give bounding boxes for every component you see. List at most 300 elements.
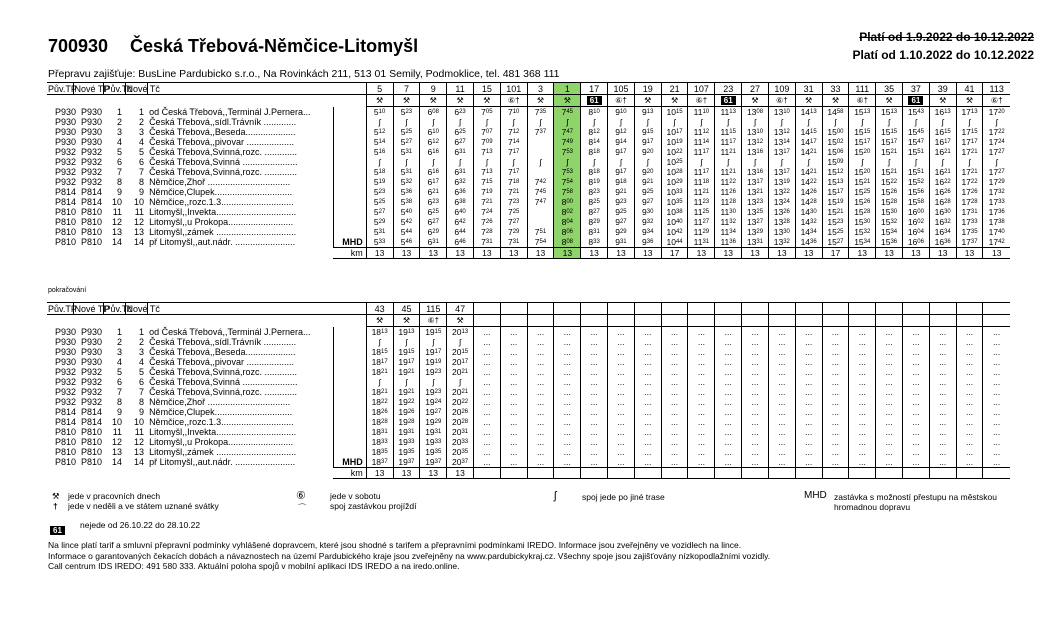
time-cell: $15^{25}$ (822, 227, 849, 237)
time-cell: $17^{15}$ (956, 127, 983, 137)
empty-cell: ... (742, 397, 769, 407)
empty-cell: ... (581, 437, 608, 447)
time-cell: $5^{23}$ (393, 107, 420, 118)
column-header: Nové TP (74, 303, 110, 314)
time-cell: ʃ (420, 377, 447, 387)
empty-cell: ... (795, 327, 822, 338)
empty-cell: ... (822, 417, 849, 427)
empty-cell: ... (608, 407, 635, 417)
empty-cell: ... (742, 367, 769, 377)
time-cell: ʃ (473, 157, 500, 167)
time-cell: $9^{20}$ (634, 167, 661, 177)
new-tc: 2 (139, 117, 145, 127)
time-cell: $5^{32}$ (393, 177, 420, 187)
empty-cell: ... (929, 377, 956, 387)
empty-cell: ... (688, 457, 715, 468)
empty-cell: ... (688, 327, 715, 338)
empty-cell: ... (608, 357, 635, 367)
empty-cell: ... (500, 397, 527, 407)
time-cell: $19^{17}$ (420, 347, 447, 357)
time-cell: $14^{30}$ (795, 207, 822, 217)
time-cell: ʃ (956, 157, 983, 167)
orig-tp: P932 (55, 157, 77, 167)
stop-row (47, 177, 1010, 187)
empty-mark (742, 315, 769, 327)
empty-cell: ... (742, 357, 769, 367)
km-value: 13 (956, 248, 983, 259)
empty-header (608, 303, 635, 315)
empty-km (822, 468, 849, 479)
time-cell: $10^{42}$ (661, 227, 688, 237)
stop-row (47, 457, 1010, 468)
stop-name: př Litomyšl,,aut.nádr. ........................ (147, 237, 333, 248)
time-cell: $9^{34}$ (634, 227, 661, 237)
stop-row (47, 157, 1010, 167)
trip-mark: ⑥† (983, 95, 1010, 107)
time-cell: $7^{13}$ (473, 167, 500, 177)
time-cell: $11^{32}$ (715, 217, 742, 227)
time-cell: ʃ (473, 117, 500, 127)
stop-row (47, 347, 1010, 357)
empty-cell: ... (715, 377, 742, 387)
time-cell: $10^{38}$ (661, 207, 688, 217)
stop-name: Litomyšl,,zámek ................................ (147, 227, 333, 237)
empty-cell: ... (983, 377, 1010, 387)
new-tc: 10 (134, 197, 145, 207)
empty-mark (902, 315, 929, 327)
time-cell: $8^{12}$ (581, 127, 608, 137)
empty-cell: ... (956, 437, 983, 447)
orig-tp: P814 (55, 417, 77, 427)
trip-number: 31 (795, 83, 822, 95)
time-cell: $11^{21}$ (715, 167, 742, 177)
empty-cell: ... (554, 347, 581, 357)
time-cell: $18^{17}$ (366, 357, 393, 367)
new-tp: P932 (81, 177, 103, 187)
trip-mark: 61 (902, 95, 929, 107)
orig-tc: 6 (117, 157, 123, 167)
time-cell: $11^{18}$ (688, 177, 715, 187)
empty-cell: ... (527, 407, 554, 417)
marks-spacer (47, 315, 366, 327)
time-cell: $11^{17}$ (715, 137, 742, 147)
empty-cell: ... (876, 447, 903, 457)
empty-cell: ... (581, 367, 608, 377)
time-cell: $6^{36}$ (447, 187, 474, 197)
km-value: 13 (473, 248, 500, 259)
note-code-badge: 61 (50, 520, 65, 538)
empty-cell: ... (956, 367, 983, 377)
empty-cell: ... (688, 337, 715, 347)
empty-cell: ... (956, 457, 983, 468)
new-tc: 9 (139, 407, 145, 417)
time-cell: $19^{21}$ (393, 367, 420, 377)
time-cell: $11^{15}$ (715, 127, 742, 137)
time-cell: $17^{42}$ (983, 237, 1010, 248)
empty-cell: ... (500, 377, 527, 387)
time-cell: $13^{17}$ (742, 177, 769, 187)
empty-cell: ... (742, 417, 769, 427)
stop-name: Česká Třebová,Svinná,rozc. ............. (147, 367, 333, 377)
time-cell: $7^{23}$ (500, 197, 527, 207)
time-cell: $8^{06}$ (554, 227, 581, 237)
empty-cell: ... (500, 357, 527, 367)
time-cell: $7^{14}$ (500, 137, 527, 147)
orig-tc: 9 (117, 407, 123, 417)
empty-cell: ... (473, 457, 500, 468)
empty-cell: ... (473, 417, 500, 427)
time-cell: $11^{10}$ (688, 107, 715, 118)
time-cell: $17^{21}$ (956, 167, 983, 177)
empty-cell: ... (688, 427, 715, 437)
empty-km (795, 468, 822, 479)
empty-cell: ... (929, 417, 956, 427)
empty-km (929, 468, 956, 479)
time-cell: $19^{35}$ (393, 447, 420, 457)
time-cell: $16^{32}$ (929, 217, 956, 227)
time-cell: $17^{31}$ (956, 207, 983, 217)
time-cell: $18^{13}$ (366, 327, 393, 338)
empty-header (688, 303, 715, 315)
empty-cell: ... (688, 417, 715, 427)
time-cell: $9^{25}$ (634, 187, 661, 197)
empty-mark (473, 315, 500, 327)
time-cell: $15^{13}$ (849, 107, 876, 118)
empty-cell: ... (500, 417, 527, 427)
time-cell: ʃ (527, 157, 554, 167)
empty-cell: ... (473, 447, 500, 457)
time-cell: $15^{17}$ (822, 187, 849, 197)
time-cell: $13^{16}$ (742, 147, 769, 157)
empty-km (661, 468, 688, 479)
time-cell: $9^{15}$ (634, 127, 661, 137)
time-cell: $19^{27}$ (420, 407, 447, 417)
empty-header (661, 303, 688, 315)
empty-mark (795, 315, 822, 327)
new-tp: P814 (81, 187, 103, 197)
empty-cell: ... (581, 327, 608, 338)
stop-row (47, 217, 1010, 227)
time-cell: $15^{23}$ (822, 217, 849, 227)
time-cell: $11^{28}$ (715, 197, 742, 207)
time-cell: $6^{31}$ (420, 237, 447, 248)
orig-tp: P930 (55, 127, 77, 137)
empty-cell: ... (688, 367, 715, 377)
time-cell: ʃ (447, 117, 474, 127)
time-cell: $8^{27}$ (581, 207, 608, 217)
time-cell: $11^{31}$ (688, 237, 715, 248)
stop-row (47, 337, 1010, 347)
empty-cell: ... (768, 417, 795, 427)
empty-cell: ... (956, 447, 983, 457)
time-cell: $7^{09}$ (473, 137, 500, 147)
empty-cell: ... (473, 427, 500, 437)
empty-cell: ... (768, 457, 795, 468)
time-cell: $8^{00}$ (554, 197, 581, 207)
time-cell: $14^{17}$ (795, 137, 822, 147)
km-value: 13 (420, 468, 447, 479)
empty-mark (608, 315, 635, 327)
empty-cell: ... (768, 357, 795, 367)
km-value: 13 (420, 248, 447, 259)
new-tp: P932 (81, 147, 103, 157)
time-cell: $7^{31}$ (473, 237, 500, 248)
empty-cell: ... (608, 367, 635, 377)
stop-flag (333, 137, 366, 147)
empty-cell: ... (795, 427, 822, 437)
time-cell: $9^{31}$ (608, 237, 635, 248)
time-cell: $15^{25}$ (849, 187, 876, 197)
time-cell: $17^{27}$ (983, 147, 1010, 157)
time-cell: $17^{21}$ (956, 147, 983, 157)
column-header: Pův.Tč (104, 303, 132, 314)
empty-header (849, 303, 876, 315)
empty-cell: ... (581, 337, 608, 347)
header-spacer (147, 303, 366, 315)
legend-pass-text: spoj zastávkou projíždí (330, 501, 417, 511)
empty-cell: ... (581, 377, 608, 387)
empty-cell: ... (500, 427, 527, 437)
time-cell: $20^{22}$ (447, 397, 474, 407)
time-cell: $8^{10}$ (581, 107, 608, 118)
empty-mark (768, 315, 795, 327)
trip-mark: ⚒ (876, 95, 903, 107)
time-cell: $5^{42}$ (393, 217, 420, 227)
time-cell: $15^{21}$ (876, 147, 903, 157)
time-cell: ʃ (500, 117, 527, 127)
time-cell: $18^{26}$ (366, 407, 393, 417)
empty-cell: ... (634, 437, 661, 447)
stop-flag (333, 147, 366, 157)
time-cell: $13^{12}$ (768, 127, 795, 137)
stop-name: Němčice,,rozc.1.3............................. (147, 417, 333, 427)
empty-km (849, 468, 876, 479)
empty-cell: ... (795, 337, 822, 347)
empty-cell: ... (849, 417, 876, 427)
footer-line-1: Na lince platí tarif a smluvní přepravní podmínky vyhlášené dopravcem, které jsou shodné s tarifem a přepravními podmínkami IREDO. Informace jsou zveřejněny ve vozidlech na lince. (48, 540, 742, 550)
orig-tc: 6 (117, 377, 123, 387)
time-cell: $11^{26}$ (715, 187, 742, 197)
time-cell: $15^{21}$ (849, 177, 876, 187)
time-cell: $6^{25}$ (420, 207, 447, 217)
time-cell: $7^{27}$ (500, 217, 527, 227)
time-cell: $7^{12}$ (500, 127, 527, 137)
time-cell: $8^{23}$ (581, 187, 608, 197)
header-row (47, 83, 1010, 95)
time-cell: ʃ (366, 157, 393, 167)
time-cell: $15^{09}$ (822, 157, 849, 167)
time-cell: $15^{32}$ (876, 217, 903, 227)
empty-cell: ... (876, 427, 903, 437)
km-value: 13 (447, 468, 474, 479)
legend-saturday-icon: ⑥ (296, 490, 306, 502)
time-cell: $18^{35}$ (366, 447, 393, 457)
stop-flag (333, 407, 366, 417)
time-cell: ʃ (608, 117, 635, 127)
empty-cell: ... (876, 387, 903, 397)
empty-cell: ... (688, 347, 715, 357)
trip-number: 7 (393, 83, 420, 95)
trip-mark: ⚒ (447, 95, 474, 107)
new-tp: P930 (81, 127, 103, 137)
time-cell: $5^{25}$ (393, 127, 420, 137)
km-value: 13 (688, 248, 715, 259)
time-cell: $13^{30}$ (768, 227, 795, 237)
time-cell: $9^{21}$ (608, 187, 635, 197)
empty-mark (554, 315, 581, 327)
empty-cell: ... (554, 397, 581, 407)
empty-header (742, 303, 769, 315)
trip-mark: ⚒ (447, 315, 474, 327)
time-cell: $14^{15}$ (795, 127, 822, 137)
time-cell: $13^{12}$ (742, 137, 769, 147)
empty-cell: ... (661, 457, 688, 468)
empty-cell: ... (742, 387, 769, 397)
time-cell: ʃ (608, 157, 635, 167)
time-cell: $8^{25}$ (581, 197, 608, 207)
stop-flag (333, 377, 366, 387)
empty-cell: ... (500, 407, 527, 417)
new-tp: P930 (81, 326, 103, 337)
empty-cell: ... (581, 407, 608, 417)
stop-name: Česká Třebová,Svinná ...................... (147, 157, 333, 167)
empty-cell: ... (876, 367, 903, 377)
km-value: 13 (715, 248, 742, 259)
time-cell: $19^{29}$ (420, 417, 447, 427)
empty-cell: ... (581, 357, 608, 367)
time-cell: $19^{22}$ (393, 397, 420, 407)
new-tp: P932 (81, 157, 103, 167)
orig-tp: P814 (55, 407, 77, 417)
km-value: 17 (661, 248, 688, 259)
time-cell: ʃ (447, 337, 474, 347)
stop-row (47, 377, 1010, 387)
stop-name: Česká Třebová,,sídl.Trávník ............. (147, 117, 333, 127)
empty-cell: ... (527, 417, 554, 427)
empty-cell: ... (527, 327, 554, 338)
empty-cell: ... (473, 337, 500, 347)
time-cell: $19^{19}$ (420, 357, 447, 367)
time-cell: ʃ (983, 157, 1010, 167)
new-tp: P930 (81, 347, 103, 357)
stop-row (47, 137, 1010, 147)
new-tp: P930 (81, 337, 103, 347)
stop-row (47, 227, 1010, 237)
orig-tp: P810 (55, 427, 77, 437)
new-tc: 14 (134, 237, 145, 248)
time-cell: $19^{35}$ (420, 447, 447, 457)
km-value: 13 (581, 248, 608, 259)
empty-header (795, 303, 822, 315)
empty-cell: ... (527, 457, 554, 468)
empty-cell: ... (849, 337, 876, 347)
time-cell: $15^{34}$ (876, 227, 903, 237)
empty-mark (956, 315, 983, 327)
time-cell: $6^{23}$ (447, 107, 474, 118)
orig-tc: 7 (117, 167, 123, 177)
trip-number: 37 (902, 83, 929, 95)
time-cell: $7^{47}$ (554, 127, 581, 137)
stop-name: Litomyšl,,Invekta................................ (147, 207, 333, 217)
empty-cell: ... (634, 397, 661, 407)
empty-cell: ... (500, 347, 527, 357)
empty-cell: ... (956, 407, 983, 417)
time-cell: $13^{25}$ (742, 207, 769, 217)
legend-route-text: spoj jede po jiné trase (582, 492, 665, 502)
empty-cell: ... (983, 447, 1010, 457)
time-cell: $6^{23}$ (420, 197, 447, 207)
empty-cell: ... (983, 427, 1010, 437)
time-cell: $17^{27}$ (983, 167, 1010, 177)
time-cell: $6^{21}$ (420, 187, 447, 197)
time-cell: $10^{29}$ (661, 177, 688, 187)
time-cell: $13^{31}$ (742, 237, 769, 248)
empty-cell: ... (822, 347, 849, 357)
empty-mark (822, 315, 849, 327)
time-cell: $15^{47}$ (902, 137, 929, 147)
empty-cell: ... (768, 397, 795, 407)
time-cell: $20^{15}$ (447, 347, 474, 357)
stop-flag (333, 427, 366, 437)
empty-cell: ... (929, 397, 956, 407)
time-cell: $15^{28}$ (876, 197, 903, 207)
time-cell: $14^{26}$ (795, 187, 822, 197)
time-cell: $17^{32}$ (983, 187, 1010, 197)
time-cell: $5^{23}$ (366, 187, 393, 197)
time-cell: $17^{35}$ (956, 227, 983, 237)
stop-row (47, 107, 1010, 118)
empty-cell: ... (554, 367, 581, 377)
empty-km (715, 468, 742, 479)
time-cell: $17^{22}$ (983, 127, 1010, 137)
trip-number: 3 (527, 83, 554, 95)
orig-tc: 12 (112, 217, 123, 227)
time-cell: $11^{17}$ (688, 147, 715, 157)
stop-name: př Litomyšl,,aut.nádr. ........................ (147, 457, 333, 468)
orig-tp: P814 (55, 187, 77, 197)
empty-cell: ... (742, 447, 769, 457)
line-number: 700930 (48, 36, 109, 56)
empty-cell: ... (768, 437, 795, 447)
empty-km (768, 468, 795, 479)
empty-cell: ... (795, 377, 822, 387)
time-cell: $9^{17}$ (608, 147, 635, 157)
empty-cell: ... (500, 457, 527, 468)
orig-tc: 13 (112, 227, 123, 237)
empty-cell: ... (473, 387, 500, 397)
time-cell: $6^{25}$ (447, 127, 474, 137)
time-cell: ʃ (661, 117, 688, 127)
new-tc: 4 (139, 357, 145, 367)
time-cell: $20^{31}$ (447, 427, 474, 437)
empty-cell: ... (500, 447, 527, 457)
timetable-continuation (47, 302, 1010, 479)
time-cell: $16^{34}$ (929, 227, 956, 237)
time-cell: $17^{33}$ (956, 217, 983, 227)
empty-cell: ... (634, 327, 661, 338)
trip-number: 113 (983, 83, 1010, 95)
new-tp: P930 (81, 106, 103, 117)
km-label: km (333, 468, 366, 479)
time-cell: $7^{28}$ (473, 227, 500, 237)
empty-cell: ... (929, 437, 956, 447)
empty-cell: ... (768, 377, 795, 387)
time-cell: $11^{21}$ (715, 147, 742, 157)
time-cell: $20^{33}$ (447, 437, 474, 447)
new-tp: P810 (81, 207, 103, 217)
time-cell: $5^{16}$ (366, 147, 393, 157)
orig-tp: P932 (55, 147, 77, 157)
